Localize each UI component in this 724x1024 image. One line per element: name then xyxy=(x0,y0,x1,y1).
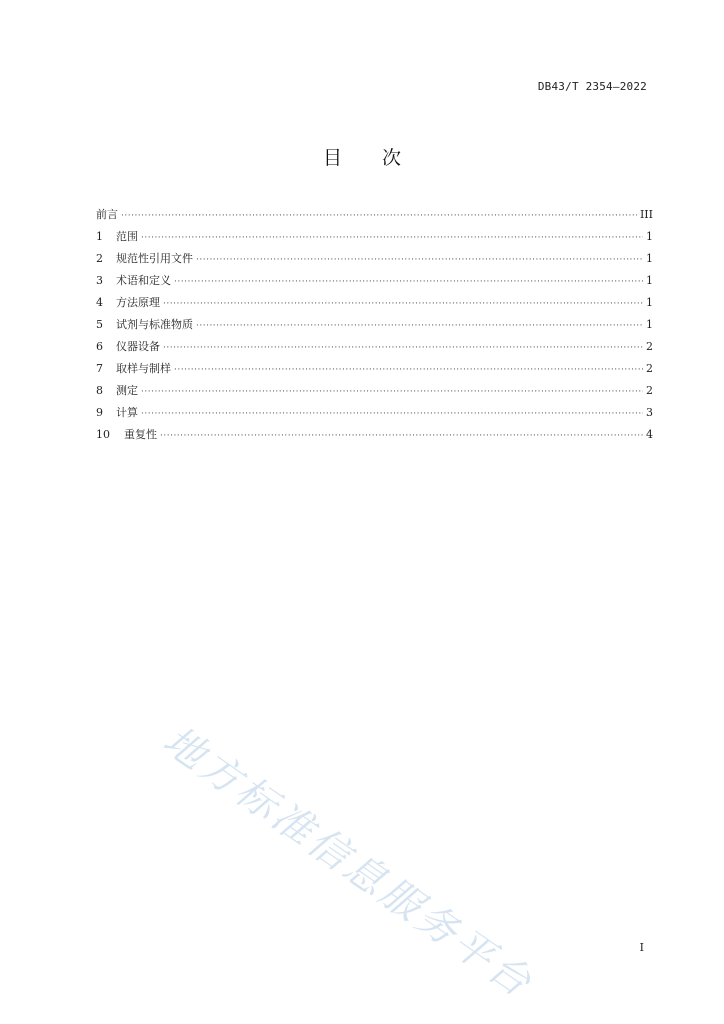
toc-entry-foreword[interactable] xyxy=(96,204,653,226)
toc-entry-page: 2 xyxy=(646,384,653,397)
toc-entry-page: 3 xyxy=(646,406,653,419)
toc-entry-5[interactable] xyxy=(96,314,653,336)
toc-entry-label: 仪器设备 xyxy=(116,340,160,353)
toc-entry-4[interactable] xyxy=(96,292,653,314)
toc-entry-8[interactable] xyxy=(96,380,653,402)
toc-leader-dots xyxy=(163,293,643,315)
toc-leader-dots xyxy=(160,425,643,447)
toc-entry-page: III xyxy=(639,208,653,221)
toc-entry-number: 7 xyxy=(96,362,103,375)
toc-leader-dots xyxy=(196,315,643,337)
toc-entry-label: 取样与制样 xyxy=(116,362,171,375)
toc-entry-label: 术语和定义 xyxy=(116,274,171,287)
toc-list xyxy=(96,204,653,446)
toc-entry-number: 4 xyxy=(96,296,103,309)
toc-entry-number: 10 xyxy=(96,428,110,441)
toc-title-part2: 次 xyxy=(382,147,402,169)
toc-entry-label: 计算 xyxy=(116,406,138,419)
toc-entry-label: 规范性引用文件 xyxy=(116,252,193,265)
watermark: 地方标准信息服务平台 xyxy=(154,717,542,1008)
toc-leader-dots xyxy=(141,227,643,249)
toc-entry-number: 5 xyxy=(96,318,103,331)
toc-entry-number: 8 xyxy=(96,384,103,397)
toc-entry-10[interactable] xyxy=(96,424,653,446)
toc-entry-number: 9 xyxy=(96,406,103,419)
toc-entry-page: 2 xyxy=(646,362,653,375)
toc-entry-number: 2 xyxy=(96,252,103,265)
toc-entry-3[interactable] xyxy=(96,270,653,292)
toc-entry-label: 重复性 xyxy=(124,428,157,441)
toc-leader-dots xyxy=(174,271,643,293)
toc-leader-dots xyxy=(174,359,643,381)
toc-entry-number: 6 xyxy=(96,340,103,353)
toc-entry-1[interactable] xyxy=(96,226,653,248)
toc-entry-page: 4 xyxy=(646,428,653,441)
toc-leader-dots xyxy=(121,205,637,227)
toc-entry-label: 测定 xyxy=(116,384,138,397)
toc-entry-page: 1 xyxy=(646,274,653,287)
toc-title-part1: 目 xyxy=(322,147,342,169)
toc-leader-dots xyxy=(196,249,643,271)
toc-entry-page: 1 xyxy=(646,230,653,243)
toc-entry-9[interactable] xyxy=(96,402,653,424)
toc-entry-number: 1 xyxy=(96,230,103,243)
toc-entry-2[interactable] xyxy=(96,248,653,270)
document-code: DB43/T 2354—2022 xyxy=(537,80,647,93)
toc-entry-7[interactable] xyxy=(96,358,653,380)
toc-title xyxy=(0,143,724,170)
toc-entry-label: 方法原理 xyxy=(116,296,160,309)
toc-entry-label: 前言 xyxy=(96,208,118,221)
toc-entry-6[interactable] xyxy=(96,336,653,358)
toc-leader-dots xyxy=(141,403,643,425)
toc-entry-label: 试剂与标准物质 xyxy=(116,318,193,331)
toc-entry-page: 1 xyxy=(646,318,653,331)
toc-leader-dots xyxy=(163,337,643,359)
toc-entry-page: 1 xyxy=(646,296,653,309)
toc-entry-label: 范围 xyxy=(116,230,138,243)
toc-leader-dots xyxy=(141,381,643,403)
toc-entry-page: 2 xyxy=(646,340,653,353)
page-number: I xyxy=(639,941,644,954)
toc-entry-page: 1 xyxy=(646,252,653,265)
toc-entry-number: 3 xyxy=(96,274,103,287)
